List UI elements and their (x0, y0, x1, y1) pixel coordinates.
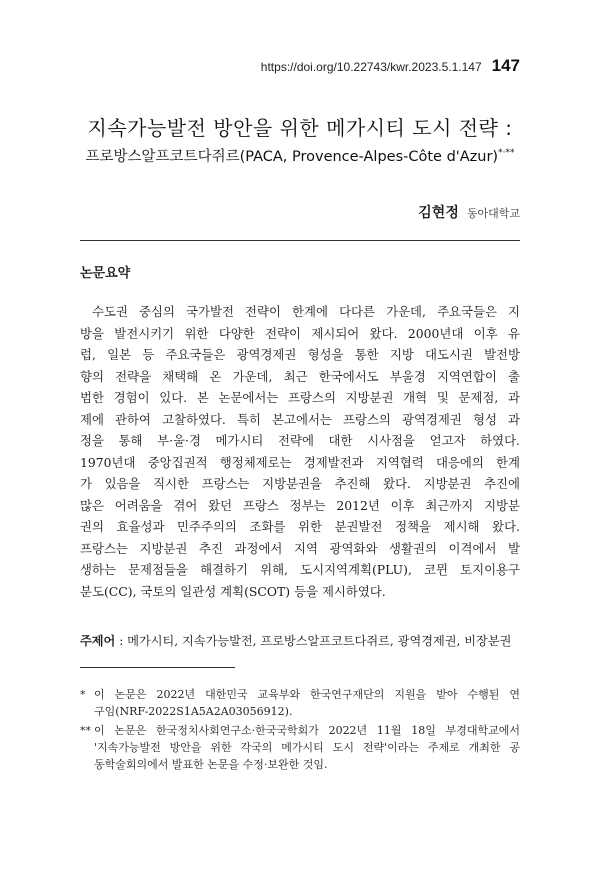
keywords-label: 주제어 (80, 634, 116, 648)
abstract-line: 생하는 문제점들을 해결하기 위해, 도시지역계획(PLU), 코뮌 토지이용구 (80, 562, 520, 577)
author-name: 김현정 (418, 205, 459, 221)
keywords-separator: : (115, 634, 128, 648)
paper-subtitle (80, 145, 520, 166)
footnote-mark: * (80, 688, 86, 701)
abstract-line: 권의 효율성과 민주주의의 조화를 위한 분권발전 정책을 제시해 왔다. (80, 519, 520, 534)
running-header (261, 56, 520, 76)
abstract-line: 방을 발전시키기 위한 다양한 전략이 제시되어 왔다. 2000년대 이후 유 (80, 325, 520, 341)
abstract-line: 수도권 중심의 국가발전 전략이 한계에 다다른 가운데, 주요국들은 지 (92, 304, 520, 319)
abstract-line: 분도(CC), 국토의 일관성 계획(SCOT) 등을 제시하였다. (80, 583, 386, 599)
footnote-line: 구임(NRF-2022S1A5A2A03056912). (94, 705, 293, 718)
footnotes (80, 686, 520, 775)
author-line (418, 202, 520, 222)
doi-link[interactable]: https://doi.org/10.22743/kwr.2023.5.1.147 (260, 60, 482, 74)
abstract-heading: 논문요약 (80, 266, 131, 281)
abstract-line: 정을 통해 부·울·경 메가시티 전략에 대한 시사점을 얻고자 하였다. (80, 433, 520, 448)
abstract-line: 1970년대 중앙집권적 행정체제로는 경제발전과 지역협력 대응에의 한계 (80, 454, 520, 470)
abstract-line: 향의 전략을 채택해 온 가운데, 최근 한국에서도 부울경 지역연합이 출 (80, 368, 520, 384)
footnote-mark: ** (80, 724, 91, 737)
header-divider (80, 240, 520, 241)
abstract-line: 가 있음을 직시한 프랑스는 지방분권을 추진해 왔다. 지방분권 추진에 (80, 476, 520, 491)
abstract-line: 범한 경험이 있다. 본 논문에서는 프랑스의 지방분권 개혁 및 문제점, 과 (80, 390, 520, 405)
footnote-marks: *·** (498, 148, 515, 159)
abstract-line: 많은 어려움을 겪어 왔던 프랑스 정부는 2012년 이후 최근까지 지방분 (80, 497, 520, 513)
keywords-text: 메가시티, 지속가능발전, 프로방스알프코트다쥐르, 광역경제권, 비장분권 (127, 634, 512, 648)
author-affiliation: 동아대학교 (466, 207, 520, 220)
paper-title: 지속가능발전 방안을 위한 메가시티 도시 전략 : (87, 116, 513, 140)
footnote (80, 686, 520, 720)
keywords (80, 632, 511, 649)
abstract-body (80, 301, 520, 602)
page-number: 147 (491, 56, 520, 75)
footnote-divider (80, 667, 235, 668)
footnote-line: '지속가능발전 방안을 위한 각국의 메가시티 도시 전략'이라는 주제로 개최한 공 (94, 741, 520, 754)
subtitle-text: 프로방스알프코트다쥐르(PACA, Provence-Alpes-Côte d'Azur) (85, 149, 499, 165)
footnote-line: 동학술회의에서 발표한 논문을 수정·보완한 것임. (94, 758, 328, 771)
abstract-line: 프랑스는 지방분권 추진 과정에서 지역 광역화와 생활권의 이격에서 발 (80, 540, 520, 556)
footnote-line: 이 논문은 2022년 대한민국 교육부와 한국연구재단의 지원을 받아 수행된 연 (94, 688, 520, 701)
abstract-line: 럽, 일본 등 주요국들은 광역경제권 형성을 통한 지방 대도시권 발전방 (80, 347, 520, 362)
footnote-line: 이 논문은 한국정치사회연구소·한국국학회가 2022년 11월 18일 부경대학교에서 (94, 724, 520, 737)
abstract-line: 제에 관하여 고찰하였다. 특히 본고에서는 프랑스의 광역경제권 형성 과 (80, 411, 520, 427)
footnote (80, 722, 520, 773)
